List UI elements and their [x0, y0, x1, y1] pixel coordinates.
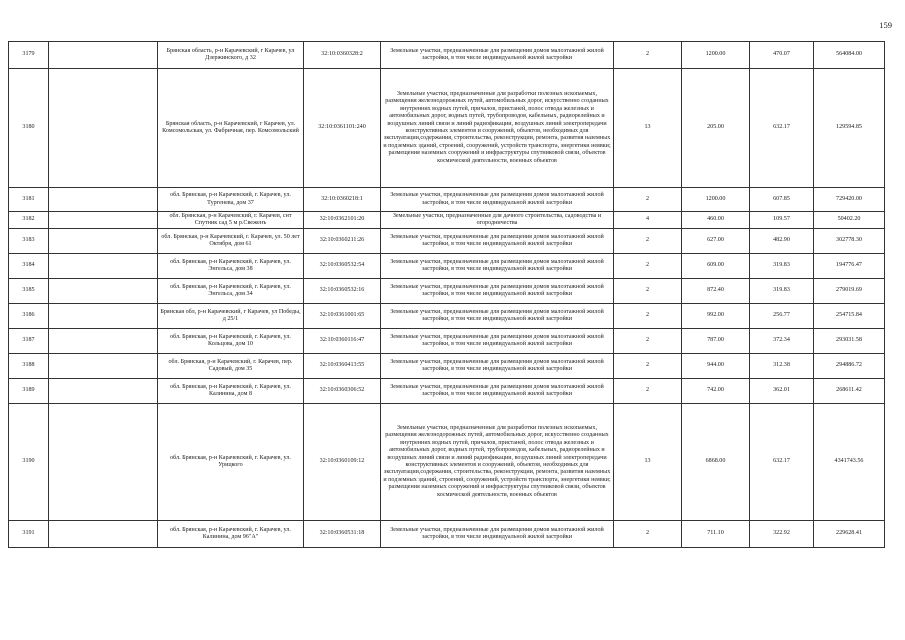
area-cell: 6868.00: [682, 404, 750, 521]
cadastral-number-cell: 32:10:0360109:12: [304, 404, 381, 521]
cadastral-number-cell: 32:10:0360532:16: [304, 279, 381, 304]
area-cell: 872.40: [682, 279, 750, 304]
address-cell: Брянская область, р-н Карачевский, г Карачев, ул Дзержинского, д 32: [158, 42, 304, 69]
land-use-cell: Земельные участки, предназначенные для размещения домов малоэтажной жилой застройки, в том числе индивидуальной жилой застройки: [381, 188, 614, 212]
cadastral-value-cell: 293031.58: [814, 329, 885, 354]
row-number: 3188: [9, 354, 49, 379]
area-cell: 1200.00: [682, 188, 750, 212]
category-cell: 2: [614, 304, 682, 329]
unit-value-cell: 482.90: [750, 229, 814, 254]
area-cell: 787.00: [682, 329, 750, 354]
table-row: [9, 521, 885, 548]
cadastral-value-cell: 279019.69: [814, 279, 885, 304]
category-cell: 2: [614, 279, 682, 304]
empty-cell: [49, 329, 158, 354]
cadastral-number-cell: 32:10:0360306:52: [304, 379, 381, 404]
cadastral-value-cell: 229628.41: [814, 521, 885, 548]
unit-value-cell: 322.92: [750, 521, 814, 548]
address-cell: обл. Брянская, р-н Карачевский, г. Карачев, снт Спутник сад 5 м р.Свеженъ: [158, 212, 304, 229]
cadastral-number-cell: 32:10:0360211:26: [304, 229, 381, 254]
area-cell: 944.00: [682, 354, 750, 379]
cadastral-number-cell: 32:10:0362101:20: [304, 212, 381, 229]
land-use-cell: Земельные участки, предназначенные для размещения домов малоэтажной жилой застройки, в том числе индивидуальной жилой застройки: [381, 521, 614, 548]
category-cell: 2: [614, 379, 682, 404]
cadastral-value-cell: 4341743.56: [814, 404, 885, 521]
table-row: [9, 379, 885, 404]
land-use-cell: Земельные участки, предназначенные для размещения домов малоэтажной жилой застройки, в том числе индивидуальной жилой застройки: [381, 354, 614, 379]
row-number: 3186: [9, 304, 49, 329]
address-cell: обл. Брянская, р-н Карачевский, г. Карачев, ул. Энгельса, дом 34: [158, 279, 304, 304]
land-use-cell: Земельные участки, предназначенные для размещения домов малоэтажной жилой застройки, в том числе индивидуальной жилой застройки: [381, 229, 614, 254]
cadastral-value-cell: 268611.42: [814, 379, 885, 404]
address-cell: обл. Брянская, р-н Карачевский, г. Карачев, пер. Садовый, дом 35: [158, 354, 304, 379]
empty-cell: [49, 254, 158, 279]
empty-cell: [49, 229, 158, 254]
row-number: 3181: [9, 188, 49, 212]
address-cell: обл. Брянская, р-н Карачевский, г. Карачев, ул. Калинина, дом 8: [158, 379, 304, 404]
category-cell: 13: [614, 69, 682, 188]
empty-cell: [49, 354, 158, 379]
empty-cell: [49, 304, 158, 329]
row-number: 3182: [9, 212, 49, 229]
row-number: 3187: [9, 329, 49, 354]
area-cell: 205.00: [682, 69, 750, 188]
cadastral-value-cell: 254715.84: [814, 304, 885, 329]
cadastral-value-cell: 194776.47: [814, 254, 885, 279]
row-number: 3183: [9, 229, 49, 254]
category-cell: 4: [614, 212, 682, 229]
table-row: [9, 188, 885, 212]
land-use-cell: Земельные участки, предназначенные для дачного строительства, садоводства и огородничества: [381, 212, 614, 229]
unit-value-cell: 109.57: [750, 212, 814, 229]
address-cell: Брянская область, р-н Карачевский, г Карачев, ул. Комсомольская, ул. Фабричная, пер. Комсомольский: [158, 69, 304, 188]
unit-value-cell: 607.85: [750, 188, 814, 212]
empty-cell: [49, 404, 158, 521]
table-row: [9, 329, 885, 354]
category-cell: 13: [614, 404, 682, 521]
cadastral-value-cell: 564084.00: [814, 42, 885, 69]
row-number: 3191: [9, 521, 49, 548]
cadastral-number-cell: 32:10:0360413:55: [304, 354, 381, 379]
table-row: [9, 229, 885, 254]
land-use-cell: Земельные участки, предназначенные для размещения домов малоэтажной жилой застройки, в том числе индивидуальной жилой застройки: [381, 329, 614, 354]
land-use-cell: Земельные участки, предназначенные для размещения домов малоэтажной жилой застройки, в том числе индивидуальной жилой застройки: [381, 42, 614, 69]
table-row: [9, 69, 885, 188]
address-cell: Брянская обл, р-н Карачевский, г Карачев, ул Победы, д 25/1: [158, 304, 304, 329]
category-cell: 2: [614, 521, 682, 548]
cadastral-value-cell: 729420.00: [814, 188, 885, 212]
cadastral-value-table: [8, 41, 885, 548]
row-number: 3189: [9, 379, 49, 404]
cadastral-value-cell: 302778.30: [814, 229, 885, 254]
row-number: 3180: [9, 69, 49, 188]
cadastral-value-cell: 294886.72: [814, 354, 885, 379]
cadastral-number-cell: 32:10:0360116:47: [304, 329, 381, 354]
row-number: 3179: [9, 42, 49, 69]
category-cell: 2: [614, 229, 682, 254]
area-cell: 460.00: [682, 212, 750, 229]
empty-cell: [49, 69, 158, 188]
page-number: 159: [879, 20, 892, 30]
cadastral-value-cell: 129594.85: [814, 69, 885, 188]
empty-cell: [49, 212, 158, 229]
unit-value-cell: 319.83: [750, 279, 814, 304]
row-number: 3190: [9, 404, 49, 521]
table-row: [9, 212, 885, 229]
unit-value-cell: 372.34: [750, 329, 814, 354]
table-row: [9, 354, 885, 379]
address-cell: обл. Брянская, р-н Карачевский, г. Карачев, ул. 50 лет Октября, дом 61: [158, 229, 304, 254]
land-use-cell: Земельные участки, предназначенные для разработки полезных ископаемых, размещения железнодорожных путей, автомобильных дорог, искусственно созданных внутренних водных путей, причалов, пристаней, полос отвода железных и автомобильных дорог, водных путей, трубопроводов, кабельных, радиорелейных и воздушных линий связи и линий радиофикации, воздушных линий электропередачи конструктивных элементов и сооружений, объектов, необходимых для эксплуатации,содержания, строительства, реконструкции, ремонта, развития наземных и подземных зданий, строений, сооружений, устройств транспорта, энергетики неявки; размещения наземных сооружений и инфраструктуры спутниковой связи, объектов космической деятельности, военных объектов: [381, 69, 614, 188]
table-row: [9, 279, 885, 304]
unit-value-cell: 256.77: [750, 304, 814, 329]
cadastral-value-cell: 50402.20: [814, 212, 885, 229]
land-use-cell: Земельные участки, предназначенные для размещения домов малоэтажной жилой застройки, в том числе индивидуальной жилой застройки: [381, 379, 614, 404]
area-cell: 742.00: [682, 379, 750, 404]
land-use-cell: Земельные участки, предназначенные для размещения домов малоэтажной жилой застройки, в том числе индивидуальной жилой застройки: [381, 254, 614, 279]
category-cell: 2: [614, 42, 682, 69]
empty-cell: [49, 188, 158, 212]
unit-value-cell: 312.38: [750, 354, 814, 379]
cadastral-number-cell: 32:10:0361101:240: [304, 69, 381, 188]
cadastral-number-cell: 32:10:0361001:65: [304, 304, 381, 329]
area-cell: 711.10: [682, 521, 750, 548]
category-cell: 2: [614, 329, 682, 354]
area-cell: 992.00: [682, 304, 750, 329]
address-cell: обл. Брянская, р-н Карачевский, г. Карачев, ул. Тургенева, дом 37: [158, 188, 304, 212]
area-cell: 1200.00: [682, 42, 750, 69]
category-cell: 2: [614, 254, 682, 279]
unit-value-cell: 319.83: [750, 254, 814, 279]
cadastral-number-cell: 32:10:0360218:1: [304, 188, 381, 212]
table-row: [9, 42, 885, 69]
area-cell: 627.00: [682, 229, 750, 254]
cadastral-number-cell: 32:10:0360328:2: [304, 42, 381, 69]
empty-cell: [49, 521, 158, 548]
area-cell: 609.00: [682, 254, 750, 279]
table-row: [9, 254, 885, 279]
land-use-cell: Земельные участки, предназначенные для разработки полезных ископаемых, размещения железнодорожных путей, автомобильных дорог, искусственно созданных внутренних водных путей, причалов, пристаней, полос отвода железных и автомобильных дорог, водных путей, трубопроводов, кабельных, радиорелейных и воздушных линий связи и линий радиофикации, воздушных линий электропередачи конструктивных элементов и сооружений, объектов, необходимых для эксплуатации,содержания, строительства, реконструкции, ремонта, развития наземных и подземных зданий, строений, сооружений, устройств транспорта, энергетики неявки; размещения наземных сооружений и инфраструктуры спутниковой связи, объектов космической деятельности, военных объектов: [381, 404, 614, 521]
empty-cell: [49, 279, 158, 304]
cadastral-number-cell: 32:10:0360532:54: [304, 254, 381, 279]
table-row: [9, 404, 885, 521]
unit-value-cell: 362.01: [750, 379, 814, 404]
row-number: 3185: [9, 279, 49, 304]
empty-cell: [49, 42, 158, 69]
address-cell: обл. Брянская, р-н Карачевский, г. Карачев, ул. Урицкого: [158, 404, 304, 521]
unit-value-cell: 632.17: [750, 404, 814, 521]
address-cell: обл. Брянская, р-н Карачевский, г. Карачев, ул. Энгельса, дом 38: [158, 254, 304, 279]
category-cell: 2: [614, 354, 682, 379]
unit-value-cell: 632.17: [750, 69, 814, 188]
cadastral-number-cell: 32:10:0360531:18: [304, 521, 381, 548]
address-cell: обл. Брянская, р-н Карачевский, г. Карачев, ул. Кольцова, дом 10: [158, 329, 304, 354]
table-row: [9, 304, 885, 329]
category-cell: 2: [614, 188, 682, 212]
empty-cell: [49, 379, 158, 404]
row-number: 3184: [9, 254, 49, 279]
land-use-cell: Земельные участки, предназначенные для размещения домов малоэтажной жилой застройки, в том числе индивидуальной жилой застройки: [381, 304, 614, 329]
address-cell: обл. Брянская, р-н Карачевский, г. Карачев, ул. Калинина, дом 96"А": [158, 521, 304, 548]
land-use-cell: Земельные участки, предназначенные для размещения домов малоэтажной жилой застройки, в том числе индивидуальной жилой застройки: [381, 279, 614, 304]
unit-value-cell: 470.07: [750, 42, 814, 69]
